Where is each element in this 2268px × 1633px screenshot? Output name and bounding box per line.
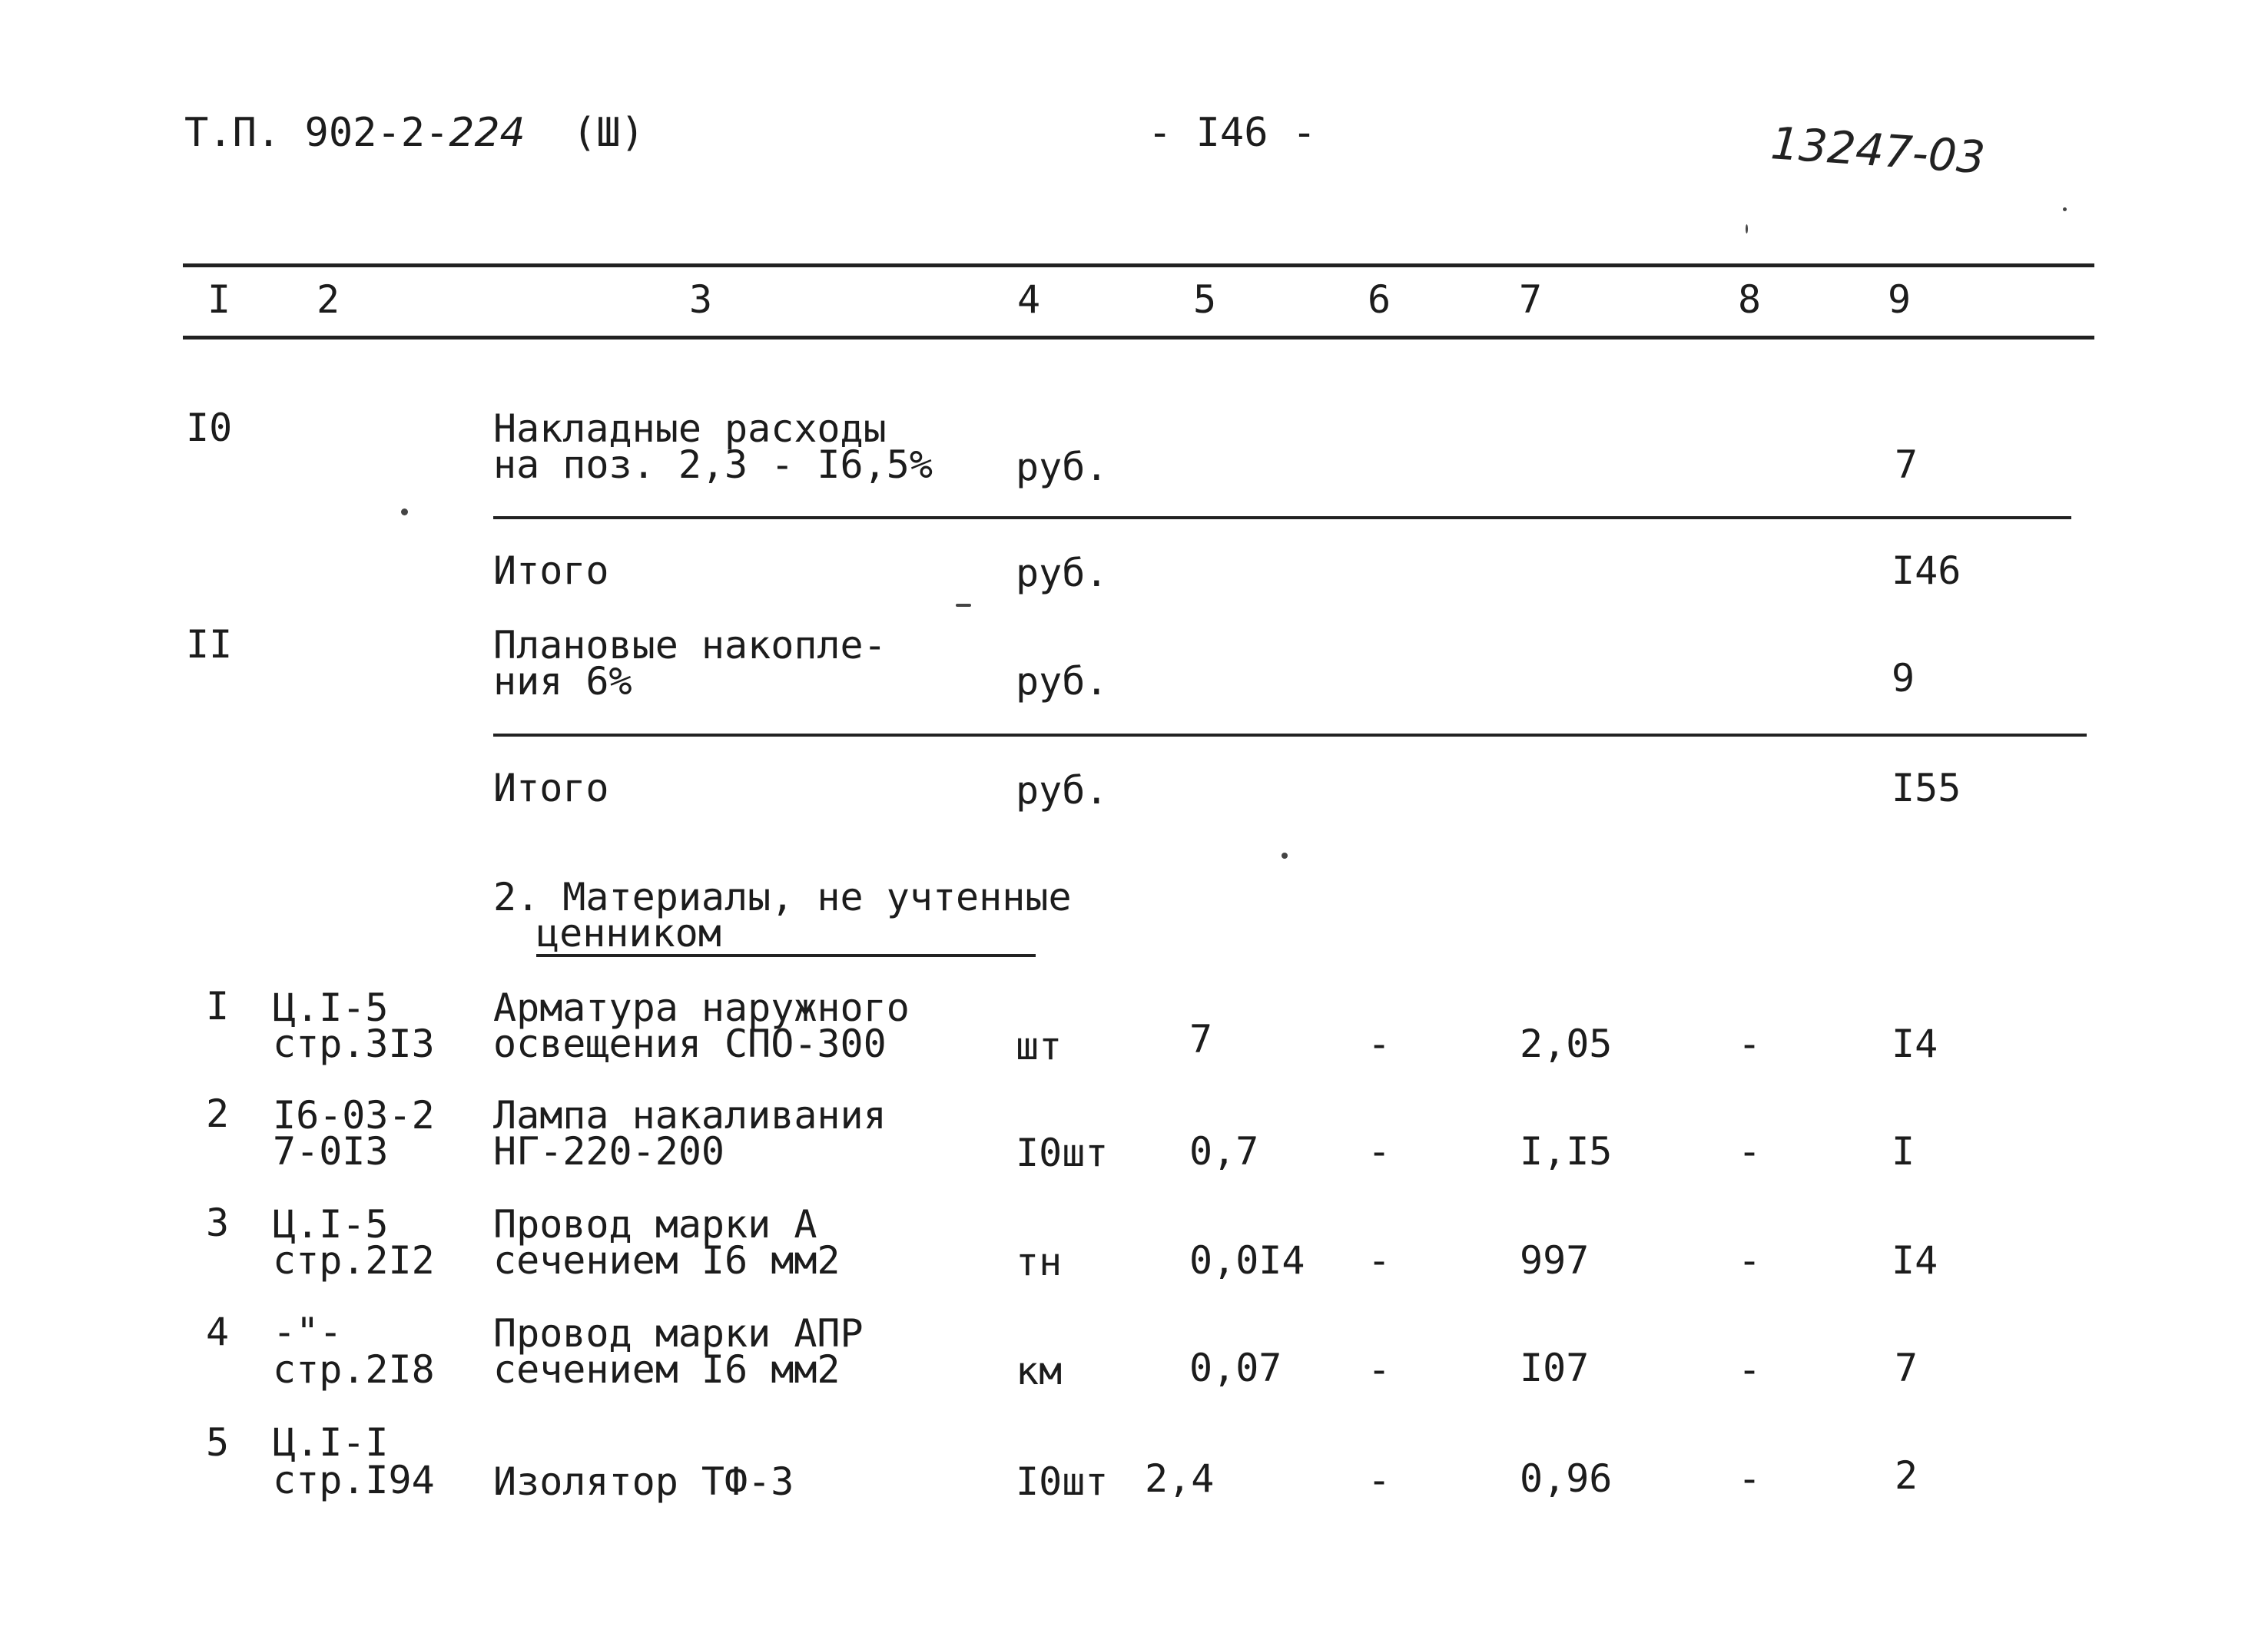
- row-total: 7: [1895, 1346, 1918, 1390]
- row-col6: -: [1367, 1129, 1391, 1174]
- col-header-9: 9: [1887, 277, 1912, 322]
- row-col6: -: [1367, 1238, 1391, 1283]
- row-unit: тн: [1016, 1240, 1063, 1284]
- scan-speck: [1746, 224, 1748, 234]
- row-ref-line1: -"-: [273, 1310, 343, 1354]
- row-ref-line2: 7-0I3: [273, 1129, 389, 1174]
- row-price: 997: [1520, 1238, 1590, 1283]
- overhead-total: 7: [1895, 442, 1918, 487]
- subtotal1-unit: руб.: [1016, 551, 1109, 595]
- row-name-line2: сечением I6 мм2: [493, 1238, 841, 1283]
- row-total: I: [1892, 1129, 1915, 1174]
- row-price: 0,96: [1520, 1456, 1613, 1501]
- row-qty: 7: [1189, 1017, 1213, 1062]
- row-total: I4: [1892, 1022, 1938, 1066]
- doc-code-suffix: (Ш): [572, 110, 645, 156]
- row-unit: шт: [1016, 1024, 1063, 1068]
- subtotal1-total: I46: [1892, 548, 1961, 593]
- row-ref-line1: Ц.I-I: [273, 1420, 389, 1465]
- header-top-rule: [183, 263, 2094, 267]
- row-col8: -: [1737, 1022, 1762, 1066]
- row-ref-line1: Ц.I-5: [273, 985, 389, 1030]
- row-ref-line2: стр.2I2: [273, 1238, 435, 1283]
- overhead-desc-line2: на поз. 2,3 - I6,5%: [493, 442, 933, 487]
- savings-desc-line2: ния 6%: [493, 659, 632, 704]
- row-num: I: [206, 984, 230, 1028]
- row-name-line1: Провод марки АПР: [493, 1311, 864, 1356]
- overhead-num: I0: [186, 406, 233, 450]
- savings-unit: руб.: [1016, 659, 1109, 704]
- col-header-4: 4: [1016, 277, 1041, 322]
- section-title-line2: ценником: [536, 914, 1036, 957]
- row-col8: -: [1737, 1238, 1762, 1283]
- col-header-2: 2: [316, 277, 340, 322]
- overhead-desc-line1: Накладные расходы: [493, 406, 887, 451]
- col-header-8: 8: [1737, 277, 1762, 322]
- section-title-line1: 2. Материалы, не учтенные: [493, 875, 1072, 919]
- row-ref-line2: стр.I94: [273, 1458, 435, 1502]
- row-qty: 2,4: [1145, 1456, 1215, 1501]
- row-num: 4: [206, 1310, 230, 1354]
- row-col6: -: [1367, 1022, 1391, 1066]
- row-ref-line1: Ц.I-5: [273, 1202, 389, 1247]
- row-total: 2: [1895, 1453, 1918, 1498]
- row-ref-line1: I6-03-2: [273, 1093, 435, 1138]
- row-total: I4: [1892, 1238, 1938, 1283]
- row-name-line2: НГ-220-200: [493, 1129, 725, 1174]
- subtotal2-unit: руб.: [1016, 768, 1109, 813]
- row-ref-line2: стр.3I3: [273, 1022, 435, 1066]
- doc-code: [184, 110, 645, 156]
- row-ref-line2: стр.2I8: [273, 1347, 435, 1392]
- row-price: I07: [1520, 1346, 1590, 1390]
- stamp-number: 13247-03: [1769, 117, 1987, 184]
- subtotal2-total: I55: [1892, 766, 1961, 810]
- row-name-line2: сечением I6 мм2: [493, 1347, 841, 1392]
- row-col8: -: [1737, 1129, 1762, 1174]
- row-col8: -: [1737, 1347, 1762, 1392]
- page-number: - I46 -: [1148, 110, 1317, 156]
- savings-num: II: [186, 622, 233, 667]
- subtotal2-label: Итого: [493, 766, 609, 810]
- row-unit: км: [1016, 1349, 1063, 1393]
- row-num: 2: [206, 1091, 230, 1136]
- row-name-line2: освещения СПО-300: [493, 1022, 887, 1066]
- row-price: I,I5: [1520, 1129, 1613, 1174]
- row-col6: -: [1367, 1347, 1391, 1392]
- col-header-5: 5: [1192, 277, 1217, 322]
- row-qty: 0,0I4: [1189, 1238, 1305, 1283]
- row-num: 5: [206, 1420, 230, 1465]
- subtotal1-label: Итого: [493, 548, 609, 593]
- scan-speck: [956, 604, 971, 607]
- row-num: 3: [206, 1201, 230, 1245]
- savings-desc-line1: Плановые накопле-: [493, 623, 887, 667]
- overhead-rule: [493, 516, 2071, 519]
- col-header-1: I: [207, 277, 231, 322]
- col-header-6: 6: [1367, 277, 1391, 322]
- col-header-7: 7: [1518, 277, 1543, 322]
- row-unit: I0шт: [1016, 1459, 1109, 1504]
- row-unit: I0шт: [1016, 1131, 1109, 1175]
- row-name-line1: Арматура наружного: [493, 985, 910, 1030]
- scan-speck: [401, 508, 408, 515]
- row-qty: 0,7: [1189, 1129, 1259, 1174]
- scan-speck: [2063, 207, 2067, 211]
- savings-total: 9: [1892, 656, 1915, 701]
- col-header-3: 3: [688, 277, 713, 322]
- row-name-line2: Изолятор ТФ-3: [493, 1459, 794, 1504]
- row-name-line1: Провод марки А: [493, 1202, 817, 1247]
- header-bottom-rule: [183, 336, 2094, 340]
- savings-rule: [493, 734, 2087, 737]
- row-col6: -: [1367, 1458, 1391, 1502]
- row-price: 2,05: [1520, 1022, 1613, 1066]
- row-name-line1: Лампа накаливания: [493, 1093, 887, 1138]
- doc-code-prefix: Т.П. 902-2-: [184, 110, 449, 156]
- doc-code-handwritten: 224: [449, 110, 526, 156]
- row-col8: -: [1737, 1456, 1762, 1501]
- row-qty: 0,07: [1189, 1346, 1282, 1390]
- overhead-unit: руб.: [1016, 445, 1109, 489]
- scan-speck: [1282, 853, 1288, 859]
